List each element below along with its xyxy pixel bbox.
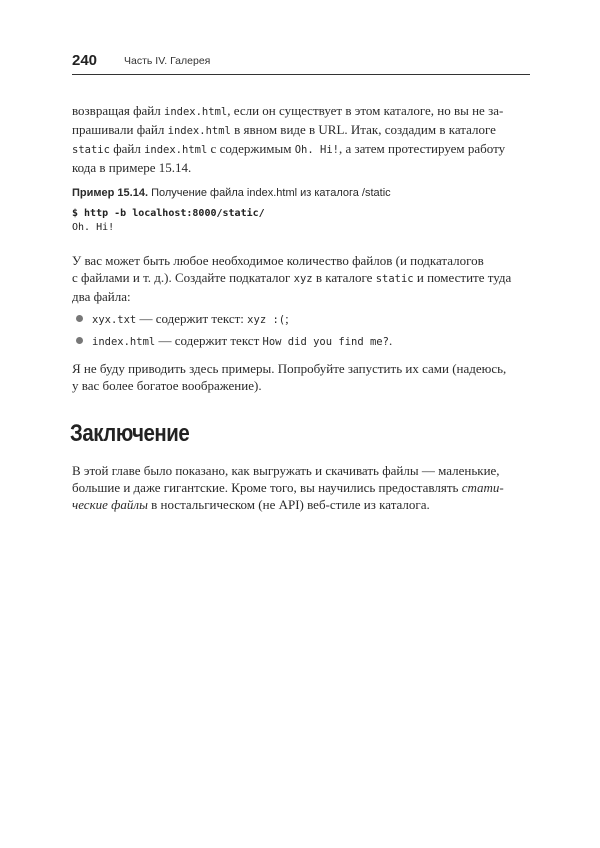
- page-number: 240: [72, 52, 98, 69]
- bullet-icon: [76, 337, 83, 344]
- section-heading: Заключение: [70, 420, 190, 447]
- paragraph-4-line-1: В этой главе было показано, как выгружать и скачивать файлы — маленькие,: [72, 463, 500, 478]
- paragraph-2: [72, 252, 530, 305]
- paragraph-4-line-2: большие и даже гигантские. Кроме того, вы научились предоставлять стати-: [72, 480, 504, 495]
- paragraph-1-line-3: static файл index.html с содержимым Oh. Hi!, а затем протестируем работу: [72, 141, 506, 156]
- paragraph-3-line-1: Я не буду приводить здесь примеры. Попробуйте запустить их сами (надеюсь,: [72, 361, 507, 376]
- code-block: [72, 207, 530, 235]
- paragraph-1-line-2: прашивали файл index.html в явном виде в URL. Итак, создадим в каталоге: [72, 122, 496, 137]
- paragraph-3: [72, 360, 530, 394]
- paragraph-1-line-4: кода в примере 15.14.: [72, 160, 192, 175]
- paragraph-1: [72, 102, 530, 176]
- paragraph-1-line-1: возвращая файл index.html, если он существует в этом каталоге, но вы не за-: [72, 103, 504, 118]
- example-label: Пример 15.14.: [72, 187, 149, 199]
- example-caption: [72, 187, 530, 199]
- page-header: [72, 50, 530, 75]
- running-head: Часть IV. Галерея: [124, 55, 211, 67]
- paragraph-2-line-3: два файла:: [72, 289, 131, 304]
- paragraph-3-line-2: у вас более богатое воображение).: [72, 378, 262, 393]
- code-line: Oh. Hi!: [72, 222, 115, 233]
- bullet-icon: [76, 315, 83, 322]
- code-line: $ http -b localhost:8000/static/: [72, 208, 265, 219]
- paragraph-4: [72, 462, 530, 513]
- paragraph-2-line-1: У вас может быть любое необходимое количество файлов (и подкаталогов: [72, 253, 484, 268]
- paragraph-4-line-3: ческие файлы в ностальгическом (не API) веб-стиле из каталога.: [72, 497, 430, 512]
- example-caption-text: Получение файла index.html из каталога /static: [148, 187, 391, 199]
- paragraph-2-line-2: с файлами и т. д.). Создайте подкаталог xyz в каталоге static и поместите туда: [72, 270, 512, 285]
